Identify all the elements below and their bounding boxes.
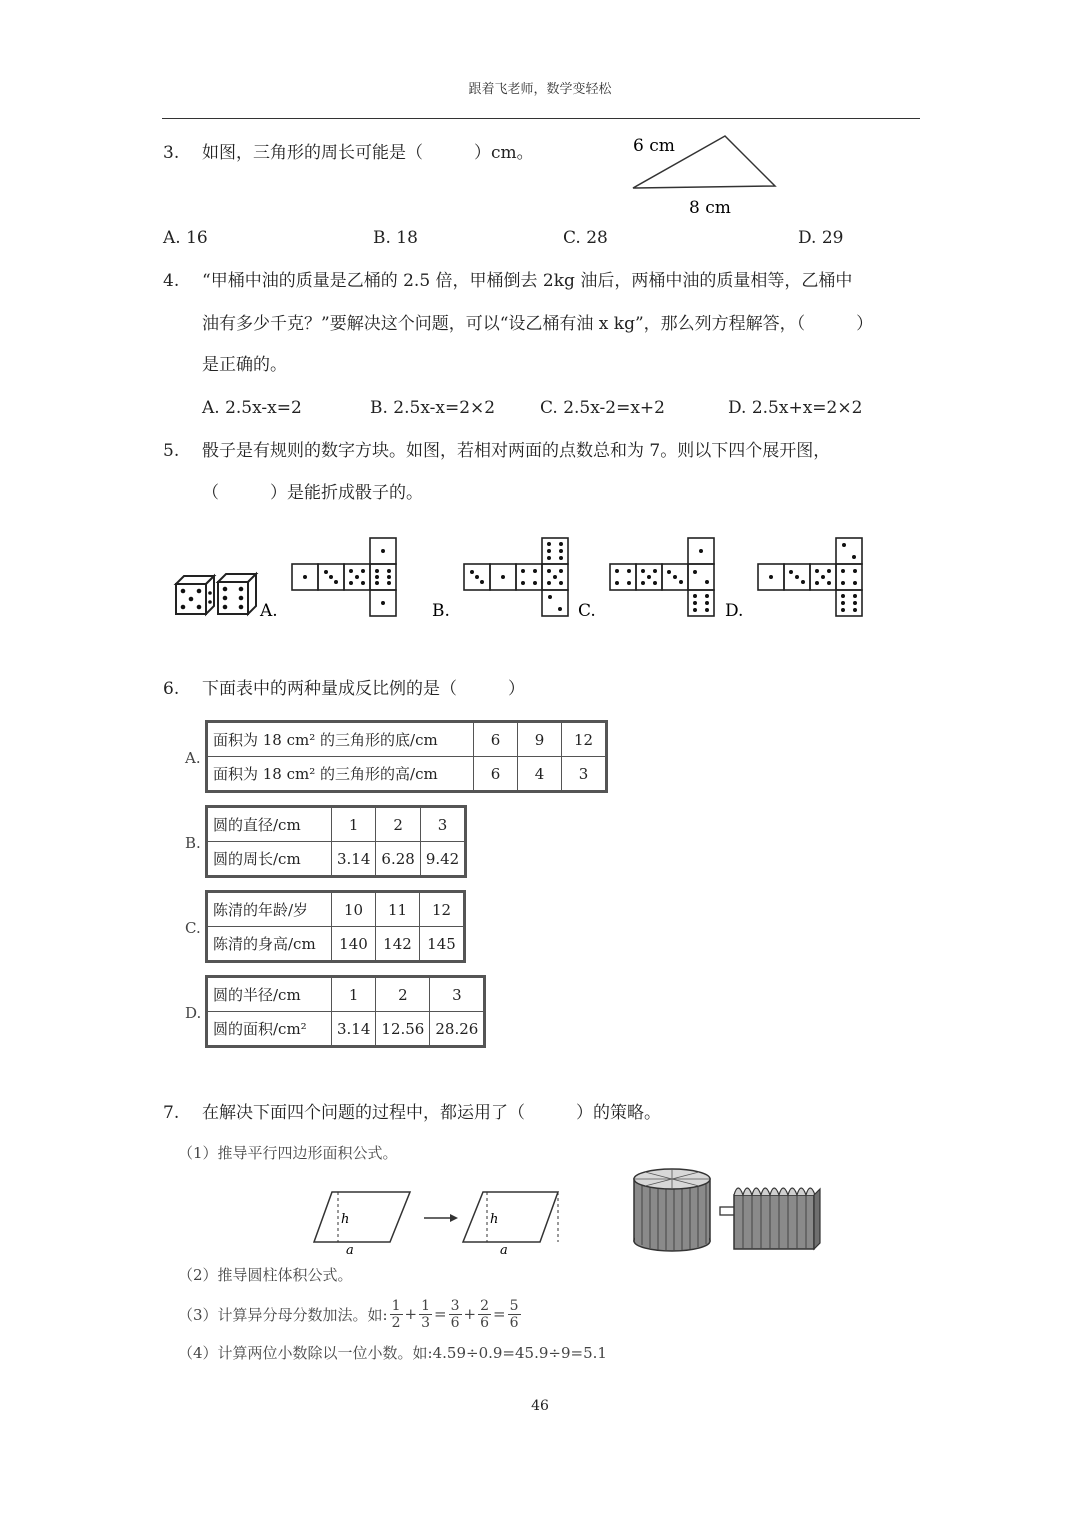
table-cell: 140 <box>332 927 376 961</box>
table-row <box>208 723 606 757</box>
q5-label-b: B. <box>432 601 450 621</box>
q4-line-2: 油有多少千克？”要解决这个问题，可以“设乙桶有油 x kg”，那么列方程解答，（ ） <box>202 314 874 334</box>
table-cell: 圆的直径/cm <box>208 808 332 842</box>
q4-line-3: 是正确的。 <box>202 355 287 375</box>
table-cell: 面积为 18 cm² 的三角形的高/cm <box>208 757 474 791</box>
header-rule <box>162 118 920 119</box>
q4-option-d: D. 2.5x+x=2×2 <box>728 398 863 418</box>
cylinder-icon <box>634 1169 710 1251</box>
q4-number: 4. <box>163 271 180 291</box>
table-row <box>208 842 465 876</box>
q5-number: 5. <box>163 441 180 461</box>
table-row <box>208 1012 484 1046</box>
q5-label-c: C. <box>578 601 596 621</box>
height-label-right: h <box>490 1212 499 1227</box>
q6-number: 6. <box>163 679 180 699</box>
q3-option-b: B. 18 <box>373 228 418 248</box>
table-cell: 3.14 <box>332 842 376 876</box>
dice-figure <box>170 530 880 625</box>
table-cell: 2 <box>376 808 420 842</box>
table-cell: 3 <box>420 808 464 842</box>
q7-item-3-text: （3）计算异分母分数加法。如: <box>178 1305 388 1324</box>
table-cell: 12 <box>562 723 606 757</box>
table-cell: 面积为 18 cm² 的三角形的底/cm <box>208 723 474 757</box>
equals-sign: = <box>493 1305 506 1323</box>
table-cell: 11 <box>376 893 420 927</box>
table-cell: 圆的周长/cm <box>208 842 332 876</box>
q6-table-a <box>205 720 608 793</box>
q6-table-a-label: A. <box>185 749 201 767</box>
fraction: $\frac{2}{6}$ <box>480 1297 490 1331</box>
table-row <box>208 893 464 927</box>
table-cell: 145 <box>420 927 464 961</box>
q5-label-a: A. <box>260 601 278 621</box>
q4-line-1: “甲桶中油的质量是乙桶的 2.5 倍，甲桶倒去 2kg 油后，两桶中油的质量相等，乙桶中 <box>202 271 853 291</box>
table-cell: 12 <box>420 893 464 927</box>
equals-sign: = <box>434 1305 447 1323</box>
q6-table-c-label: C. <box>185 919 201 937</box>
page-number: 46 <box>531 1398 549 1414</box>
parallelogram-right <box>463 1192 558 1242</box>
fraction: $\frac{5}{6}$ <box>509 1297 519 1331</box>
table-row <box>208 757 606 791</box>
table-cell: 9 <box>518 723 562 757</box>
net-d-dots <box>769 543 857 612</box>
q3-text: 如图，三角形的周长可能是（ ）cm。 <box>202 143 534 163</box>
base-label-left: a <box>346 1243 354 1258</box>
q5-line-1: 骰子是有规则的数字方块。如图，若相对两面的点数总和为 7。则以下四个展开图， <box>202 441 831 461</box>
q6-text: 下面表中的两种量成反比例的是（ ） <box>202 679 525 699</box>
q4-option-a: A. 2.5x-x=2 <box>202 398 302 418</box>
table-cell: 1 <box>332 808 376 842</box>
q5-label-d: D. <box>725 601 744 621</box>
fraction: $\frac{1}{2}$ <box>391 1297 401 1331</box>
q6-table-d <box>205 975 486 1048</box>
table-cell: 6 <box>474 723 518 757</box>
q3-number: 3. <box>163 143 180 163</box>
base-label-right: a <box>500 1243 508 1258</box>
q7-text: 在解决下面四个问题的过程中，都运用了（ ）的策略。 <box>202 1103 661 1123</box>
table-row <box>208 927 464 961</box>
table-cell: 4 <box>518 757 562 791</box>
q4-option-c: C. 2.5x-2=x+2 <box>540 398 665 418</box>
q7-item-4: （4）计算两位小数除以一位小数。如:4.59÷0.9=45.9÷9=5.1 <box>178 1344 607 1362</box>
table-cell: 142 <box>376 927 420 961</box>
page-header: 跟着飞老师，数学变轻松 <box>468 82 612 97</box>
table-cell: 28.26 <box>430 1012 484 1046</box>
table-cell: 2 <box>376 978 430 1012</box>
table-cell: 陈清的身高/cm <box>208 927 332 961</box>
q6-table-b-label: B. <box>185 834 201 852</box>
q3-option-a: A. 16 <box>163 228 208 248</box>
plus-sign: + <box>463 1305 477 1323</box>
cylinder-figure <box>628 1165 828 1257</box>
q7-item-1: （1）推导平行四边形面积公式。 <box>178 1144 398 1162</box>
triangle-figure <box>625 128 795 223</box>
net-a-dots <box>303 549 391 605</box>
parallelogram-left <box>314 1192 410 1242</box>
table-cell: 12.56 <box>376 1012 430 1046</box>
table-cell: 6.28 <box>376 842 420 876</box>
table-cell: 圆的面积/cm² <box>208 1012 332 1046</box>
table-cell: 3 <box>562 757 606 791</box>
plus-sign: + <box>404 1305 418 1323</box>
q6-table-c <box>205 890 466 963</box>
net-a <box>292 538 396 616</box>
q6-table-b <box>205 805 467 878</box>
table-cell: 陈清的年龄/岁 <box>208 893 332 927</box>
table-cell: 圆的半径/cm <box>208 978 332 1012</box>
height-label-left: h <box>341 1212 350 1227</box>
table-cell: 6 <box>474 757 518 791</box>
dice-pair-illustration <box>176 574 256 614</box>
fraction: $\frac{3}{6}$ <box>450 1297 460 1331</box>
triangle-side-b-label: 8 cm <box>689 198 731 218</box>
parallelogram-figure <box>310 1180 570 1260</box>
q7-number: 7. <box>163 1103 180 1123</box>
net-c <box>610 538 714 616</box>
q4-option-b: B. 2.5x-x=2×2 <box>370 398 496 418</box>
table-cell: 3 <box>430 978 484 1012</box>
net-b <box>464 538 568 616</box>
q7-item-3 <box>178 1294 523 1334</box>
q6-table-d-label: D. <box>185 1004 202 1022</box>
table-cell: 3.14 <box>332 1012 376 1046</box>
fraction: $\frac{1}{3}$ <box>421 1297 431 1331</box>
net-d <box>758 538 862 616</box>
triangle-side-a-label: 6 cm <box>633 136 675 156</box>
q7-item-2: （2）推导圆柱体积公式。 <box>178 1266 353 1284</box>
table-cell: 9.42 <box>420 842 464 876</box>
table-row <box>208 808 465 842</box>
table-cell: 10 <box>332 893 376 927</box>
table-row <box>208 978 484 1012</box>
q3-option-d: D. 29 <box>798 228 844 248</box>
table-cell: 1 <box>332 978 376 1012</box>
q3-option-c: C. 28 <box>563 228 608 248</box>
rearranged-cylinder-icon <box>734 1188 820 1249</box>
q5-line-2: （ ）是能折成骰子的。 <box>202 483 423 503</box>
